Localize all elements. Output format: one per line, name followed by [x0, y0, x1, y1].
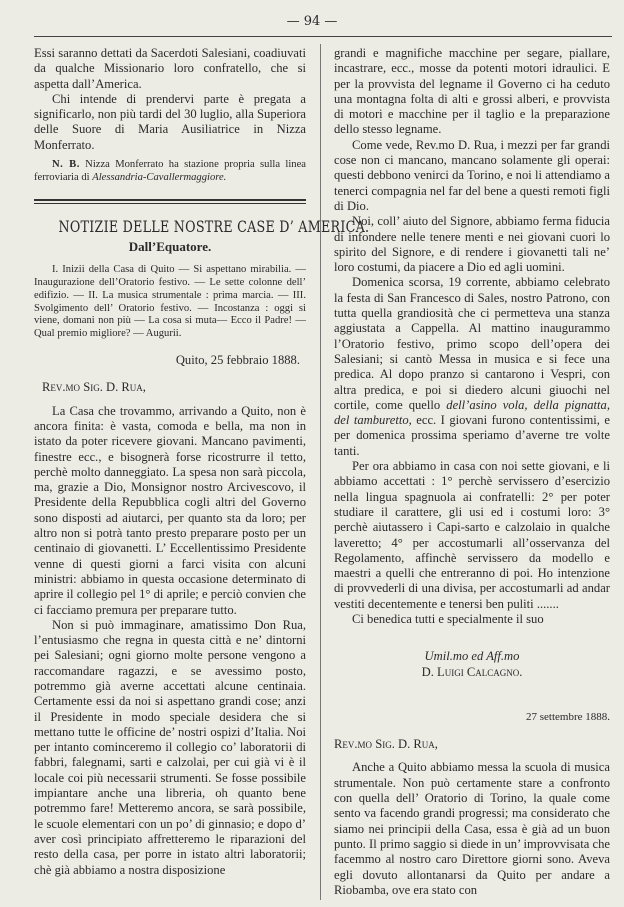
paragraph-text: Domenica scorsa, 19 corrente, abbiamo celebrato la festa di San Francesco di Sales, nostro Patrono, con tutta quella grandiosità che ci permetteva una stanza aggiustata a Cappella. Al mattino inaugurammo l’Oratorio festivo, primo scopo dell’opera dei Salesiani; si cantò Messa in musica e si fece una predica. Al dopo pranzo si cantarono i Vespri, con altra predica, e poi si diedero alcuni giuochi nel cortile, come quello — [334, 275, 610, 412]
letter-paragraph: Non si può immaginare, amatissimo Don Rua, l’entusiasmo che regna in questa città e ne’ dintorni pei Salesiani; ogni giorno molte persone vengono a raccomandare ragazzi, e se avessimo posto, potremmo già averne accettati alcune centinaia. Certamente essi da noi si aspettano grandi cose; anzi il Presidente in modo speciale desidera che si mettano tutte le officine de’ nostri ospizi d’Italia. Noi per intanto cominceremo il collegio co’ laboratorii di fabbri, falegnami, sarti e calzolai, per cui già vi è il locale coi più necessarii strumenti. Se fosse possibile impiantare anche una libreria, oh quanto bene potremmo fare! Metteremo ancora, se sarà possibile, le scuole elementari con un po’ di ginnasio; e dopo d’ aver così principiato affretteremo le riparazioni del resto della casa, per porre in istato altri laboratorii; chè già abbiamo a nostra disposizione — [34, 617, 306, 877]
article-summary: I. Inizii della Casa di Quito — Si aspettano mirabilia. — Inaugurazione dell’Oratorio festivo. — Le sette colonne dell’ edifizio. — II. La musica strumentale : prima marcia. — III. Svolgimento dell’ Oratorio festivo. — Incostanza : oggi si viene, domani non più — La cosa si muta— Ecco il Padre! — Qual premio migliore? — Augurii. — [34, 264, 306, 340]
letter-paragraph: Anche a Quito abbiamo messa la scuola di musica strumentale. Non può certamente stare a confronto con quella dell’ Oratorio di Torino, la quale come sento va facendo grandi progressi; ma considerato che siamo nei principii della Casa, essa è già ad un buon punto. Il primo saggio si diede in un’ improvvisata che facemmo al nostro caro Direttore giorni sono. Aveva egli dovuto allontanarsi da Quito per andare a Riobamba, ove era stato con — [334, 760, 610, 897]
games-list: dell’asino vola, della pignatta, del tamburetto, — [334, 397, 610, 428]
letter-paragraph — [334, 275, 610, 459]
section-title: NOTIZIE DELLE NOSTRE CASE D’ AMERICA. — [58, 217, 370, 236]
letter-paragraph: La Casa che trovammo, arrivando a Quito, non è ancora finita: è vasta, comoda e bella, ma non in istato da poter ricevere giovani. Mancano pavimenti, finestre ecc., e bisognerà forse ricostrurre il tetto, perchè molto danneggiato. La spesa non sarà piccola, ma, grazie a Dio, Monsignor nostro Arcivescovo, il Presidente della Repubblica cogli altri del Governo sono disposti ad aiutarci, per quanto sta da loro; per altro non si potrà tanto presto preparare posto per un centinaio di giovanetti. L’ Eccellentissimo Presidente venne di questi giorni a farci visita con alcuni ministri: abbiamo in questa occasione determinato di aprire il collegio pel 1° di aprile; e perciò convien che ci facciamo premura per preparare tutto. — [34, 403, 306, 617]
letter-paragraph: Per ora abbiamo in casa con noi sette giovani, e li abbiamo accettati : 1° perchè servissero d’esercizio nella lingua spagnuola ai confratelli: 2° per poter studiare il carattere, gli usi ed i costumi loro: 3° perchè aiutassero i Capi-sarto e calzolaio in qualche laveretto; 4° per accostumarli all’osservanza del Regolamento, affinchè servissero da modello e maestri a quelli che entreranno di poi. Ho intenzione di provvederli di una divisa, per accostumarli ad andar vestiti decentemente e tenersi ben puliti ....... — [334, 459, 610, 611]
column-divider — [320, 44, 321, 900]
intro-paragraph: Chi intende di prendervi parte è pregata a significarlo, non più tardi del 30 luglio, alla Superiora delle Suore di Maria Ausiliatrice in Nizza Monferrato. — [34, 91, 306, 152]
nota-bene-text: Nizza Monferrato ha stazione propria sulla linea ferroviaria di — [34, 159, 306, 183]
letter-dateline: Quito, 25 febbraio 1888. — [175, 353, 300, 368]
right-column — [334, 46, 610, 898]
subsection-title: Dall’Equatore. — [128, 238, 212, 254]
intro-paragraph: Essi saranno dettati da Sacerdoti Salesiani, coadiuvati da qualche Missionario loro confratello, che si aspetta dall’America. — [34, 46, 306, 91]
signature-name: D. Luigi Calcagno. — [421, 664, 523, 679]
nota-bene-line: Alessandria-Cavallermaggiore. — [92, 171, 227, 183]
left-column — [34, 46, 370, 878]
nota-bene-label: N. B. — [52, 159, 80, 171]
paragraph-text: ecc. I giovani furono contentissimi, e per domenica prossima speriamo d’averne tre volte tanti. — [334, 413, 610, 458]
letter-salutation: Rev.mo Sig. D. Rua, — [42, 380, 146, 395]
page-number: — 94 — — [286, 14, 338, 29]
signature-block — [334, 649, 610, 680]
letter-paragraph: grandi e magnifiche macchine per segare, piallare, incastrare, ecc., mosse da potenti motori idraulici. E per la provvista del legname il Governo ci ha ceduto una montagna folta di alti e grossi alberi, e provvista di motori e macchine per il taglio e la preparazione dello stesso legname. — [334, 46, 610, 137]
header-rule — [34, 36, 612, 37]
letter-paragraph: Noi, coll’ aiuto del Signore, abbiamo ferma fiducia di infondere nelle tenere menti e nei giovani cuori lo spirito del Signore, e di rendere i giovanetti tali ne’ loro costumi, da piacere a Dio ed agli uomini. — [334, 214, 610, 275]
letter-salutation: Rev.mo Sig. D. Rua, — [334, 737, 438, 752]
letter-date: 27 settembre 1888. — [525, 710, 610, 723]
letter-paragraph: Ci benedica tutti e specialmente il suo — [352, 611, 544, 626]
nota-bene — [34, 159, 306, 185]
letter-paragraph: Come vede, Rev.mo D. Rua, i mezzi per far grandi cose non ci mancano, mancano solamente gli operai: questi debbono venirci da Torino, e noi li attendiamo a tenerci compagnia nel far del bene a questi remoti figli di Dio. — [334, 137, 610, 213]
signature-closing: Umil.mo ed Aff.mo — [424, 649, 520, 664]
section-divider — [34, 199, 306, 204]
